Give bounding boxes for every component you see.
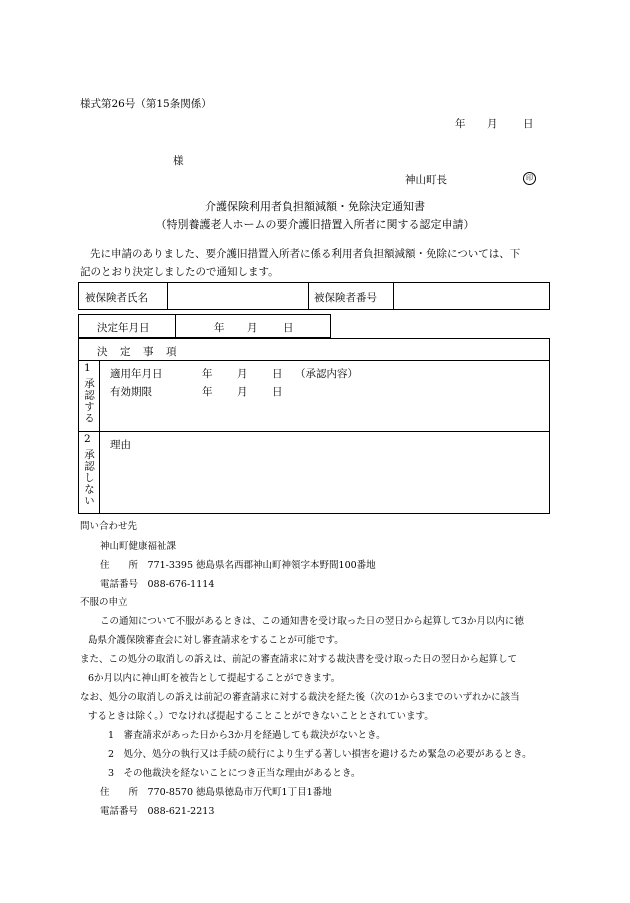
appeal-heading: 不服の申立 (80, 597, 128, 608)
title-main: 介護保険利用者負担額減額・免除決定通知書 (205, 200, 425, 213)
insured-name-label: 被保険者氏名 (85, 292, 148, 304)
validity-label: 有効期限 (110, 386, 152, 398)
decision-items-table (78, 338, 550, 514)
inquiry-phone: 電話番号 088-676-1114 (100, 579, 215, 590)
appeal-p2-line2: 6か月以内に神山町を被告として提起することができます。 (88, 673, 341, 684)
apply-month: 月 (237, 368, 248, 380)
inquiry-address: 住 所 771-3395 徳島県名西郡神山町神領字本野間100番地 (100, 560, 376, 571)
approve-number: 1 (84, 362, 91, 374)
decision-date-label: 決定年月日 (97, 322, 150, 334)
approval-content-label: （承認内容） (295, 368, 358, 380)
appeal-item-1: 1 審査請求があった日から3か月を経過しても裁決がないとき。 (108, 730, 386, 741)
appeal-p3-line2: するときは除く。）でなければ提起することことができないこととされています。 (88, 711, 434, 722)
date-month: 月 (487, 118, 498, 130)
inquiry-department: 神山町健康福祉課 (100, 541, 177, 552)
appeal-p2-line1: また、この処分の取消しの訴えは、前記の審査請求に対する裁決書を受け取った日の翌日から起算して (80, 654, 518, 665)
approve-label: 承認する (83, 378, 95, 424)
appeal-phone: 電話番号 088-621-2213 (100, 806, 215, 817)
appeal-p3-line1: なお、処分の取消しの訴えは前記の審査請求に対する裁決を経た後（次の1から3までのいずれかに該当 (80, 692, 520, 703)
appeal-item-3: 3 その他裁決を経ないことにつき正当な理由があるとき。 (108, 768, 361, 779)
validity-day: 日 (272, 386, 283, 398)
validity-month: 月 (237, 386, 248, 398)
reason-label: 理由 (110, 439, 131, 451)
date-year: 年 (455, 118, 466, 130)
apply-year: 年 (202, 368, 213, 380)
inquiry-heading: 問い合わせ先 (80, 521, 138, 532)
form-number: 様式第26号（第15条関係） (80, 98, 212, 110)
decision-date-year: 年 (214, 322, 225, 334)
decision-items-label: 決 定 事 項 (97, 346, 178, 358)
title-sub: （特別養護老人ホームの要介護旧措置入所者に関する認定申請） (155, 218, 475, 231)
appeal-item-2: 2 処分、処分の執行又は手続の続行により生ずる著しい損害を避けるため緊急の必要があるとき。 (108, 749, 532, 760)
apply-date-label: 適用年月日 (110, 368, 163, 380)
appeal-address: 住 所 770-8570 徳島県徳島市万代町1丁目1番地 (100, 787, 332, 798)
deny-label: 承認しない (83, 449, 95, 507)
issuer: 神山町長 (405, 174, 447, 186)
seal-mark: 印 (523, 171, 536, 185)
date-day: 日 (523, 118, 534, 130)
deny-number: 2 (84, 433, 91, 445)
intro-line-1: 先に申請のありました、要介護旧措置入所者に係る利用者負担額減額・免除については、下 (90, 248, 521, 260)
decision-date-day: 日 (283, 322, 294, 334)
apply-day: 日 (272, 368, 283, 380)
intro-line-2: 記のとおり決定しましたので通知します。 (80, 266, 279, 278)
addressee-suffix: 様 (173, 155, 184, 167)
validity-year: 年 (202, 386, 213, 398)
appeal-p1-line1: この通知について不服があるときは、この通知書を受け取った日の翌日から起算して3か月以内に徳 (100, 616, 524, 627)
appeal-p1-line2: 島県介護保険審査会に対し審査請求をすることが可能です。 (88, 635, 344, 646)
decision-date-month: 月 (247, 322, 258, 334)
insured-number-label: 被保険者番号 (314, 292, 377, 304)
